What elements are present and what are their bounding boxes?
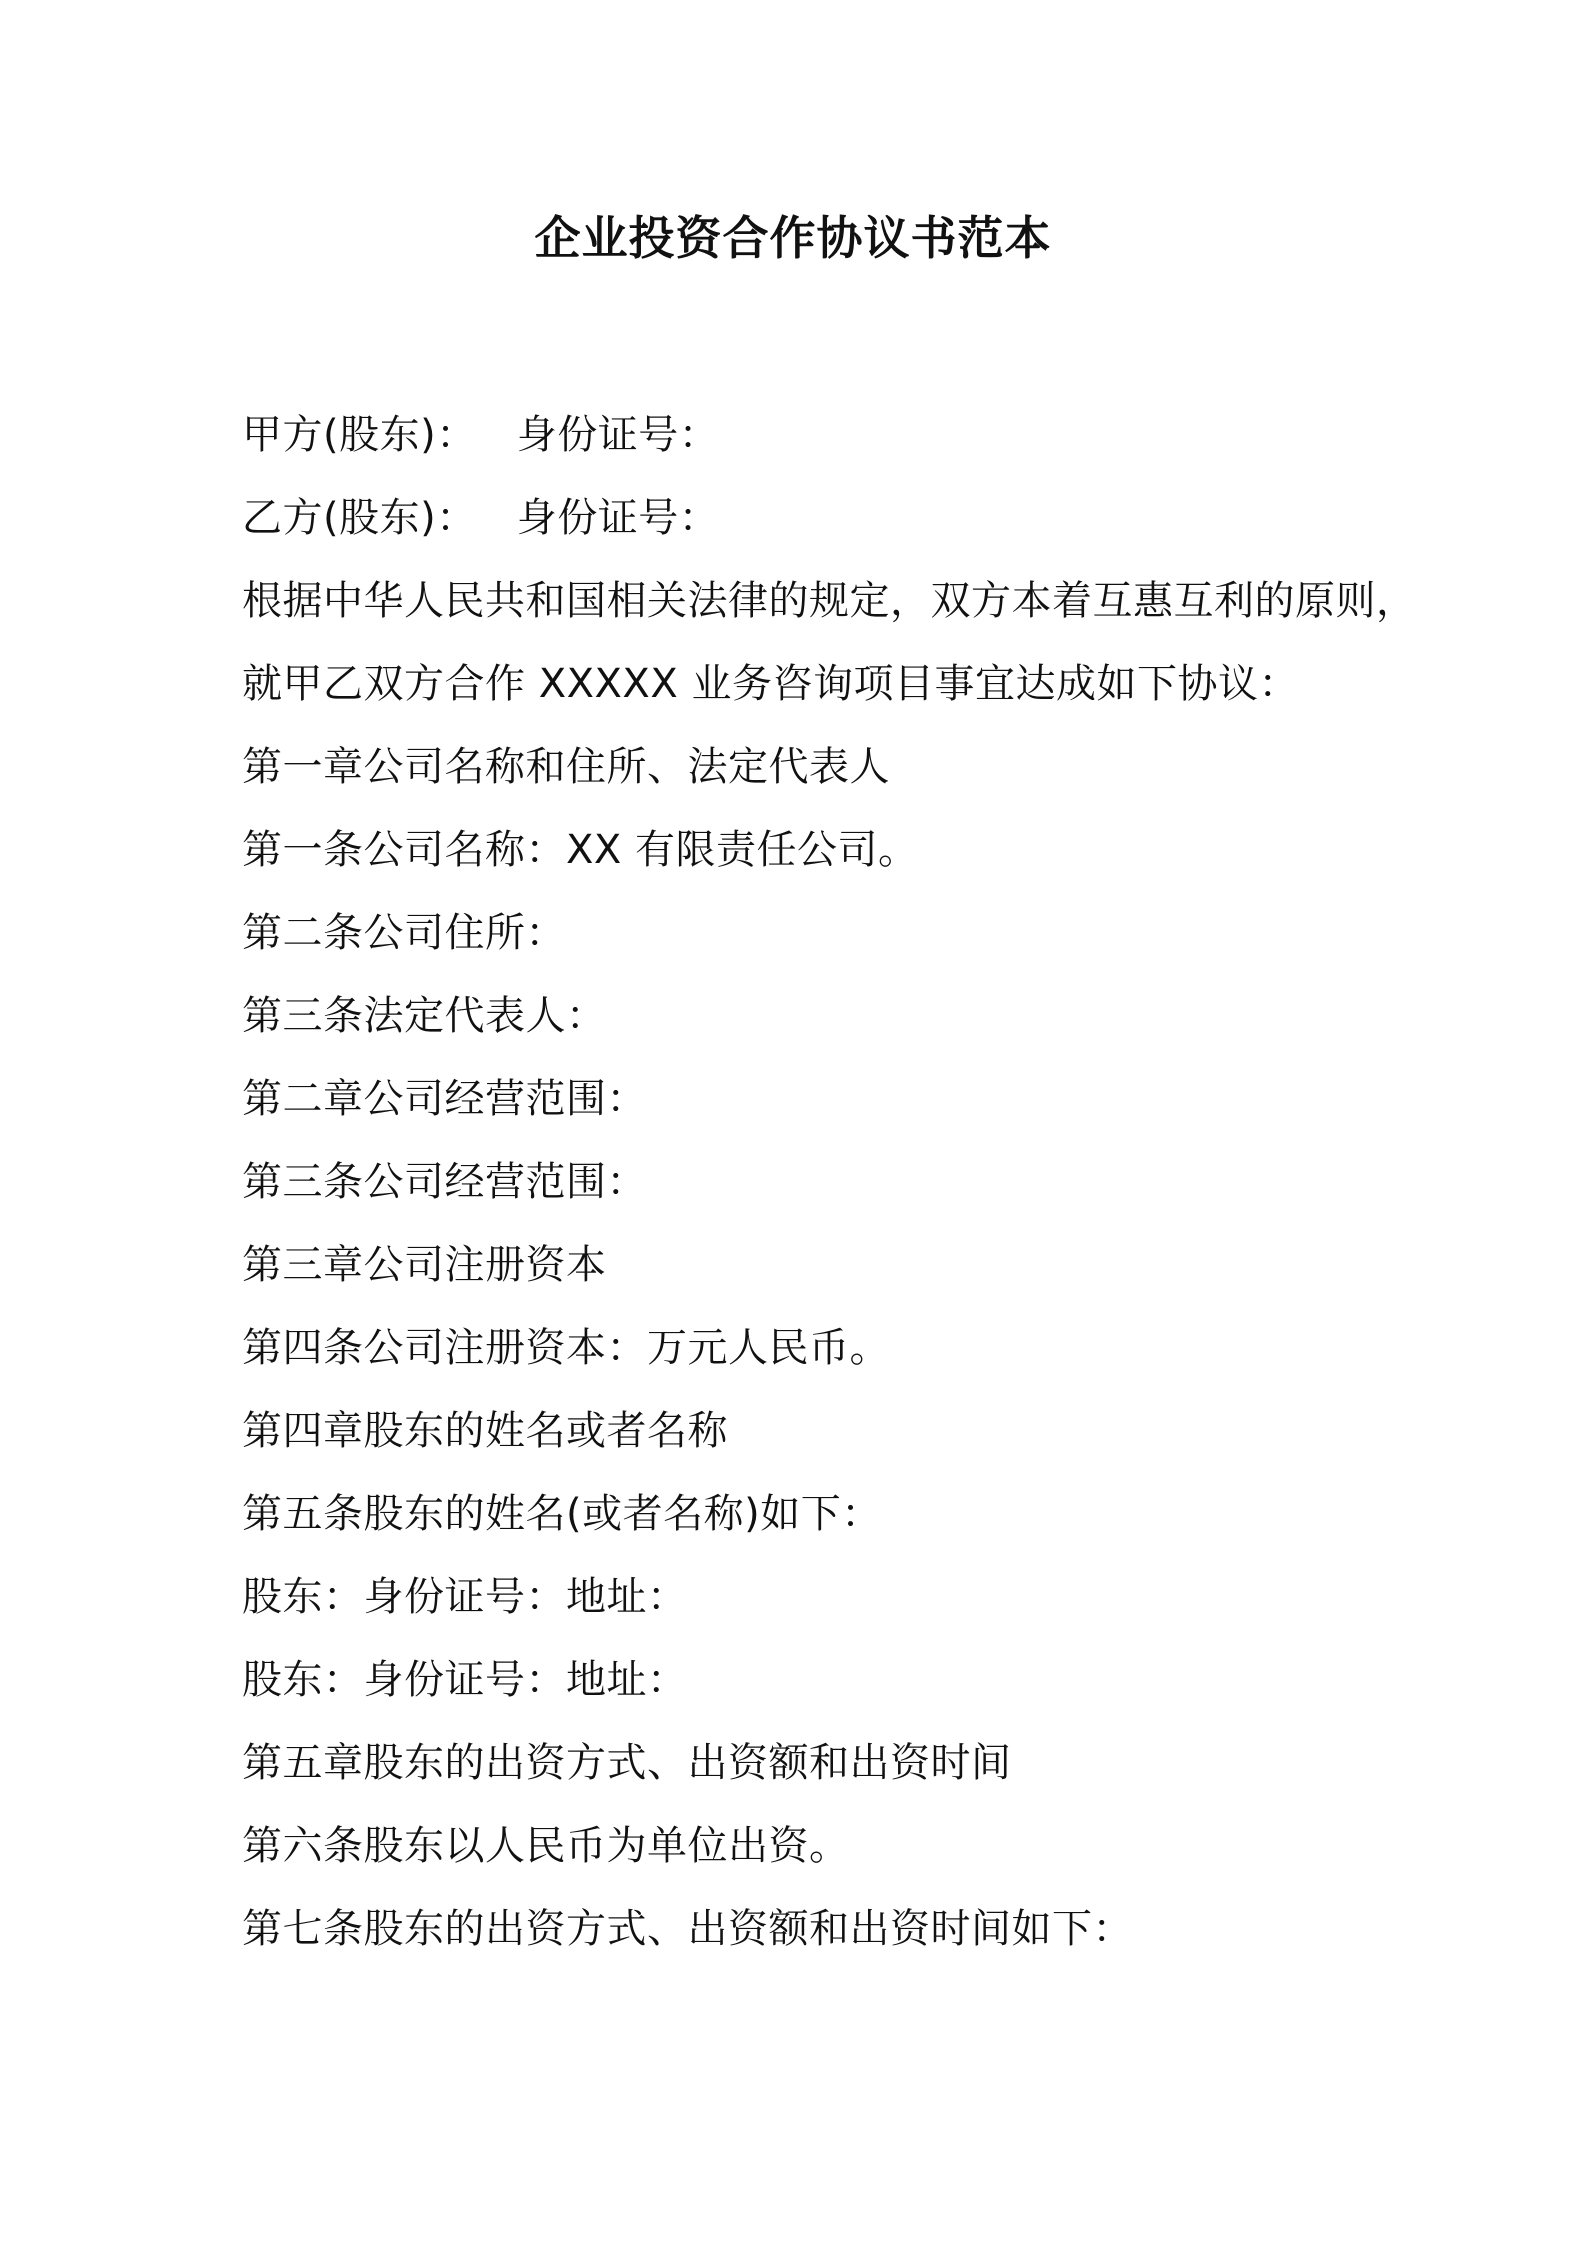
preamble-line-1: 根据中华人民共和国相关法律的规定，双方本着互惠互利的原则， [242,578,1417,624]
party-a-id-label: 身份证号： [516,412,720,458]
chapter-5-heading: 第五章股东的出资方式、出资额和出资时间 [242,1740,1012,1786]
article-3-legal-rep: 第三条法定代表人： [242,993,607,1039]
chapter-2-heading: 第二章公司经营范围： [242,1076,647,1122]
party-b-label: 乙方(股东)： [242,495,477,541]
chapter-4-heading: 第四章股东的姓名或者名称 [242,1408,728,1454]
document-title: 企业投资合作协议书范本 [534,211,1052,265]
party-a-line [242,405,1442,488]
document-body [242,405,1442,1982]
chapter-1-heading: 第一章公司名称和住所、法定代表人 [242,744,890,790]
article-2: 第二条公司住所： [242,910,566,956]
article-3-business-scope: 第三条公司经营范围： [242,1159,647,1205]
article-7: 第七条股东的出资方式、出资额和出资时间如下： [242,1906,1133,1952]
chapter-3-heading: 第三章公司注册资本 [242,1242,607,1288]
shareholder-line-2: 股东：身份证号：地址： [242,1657,688,1703]
article-1: 第一条公司名称：XX 有限责任公司。 [242,827,919,873]
article-5: 第五条股东的姓名(或者名称)如下： [242,1491,882,1537]
party-b-id-label: 身份证号： [516,495,720,541]
article-4: 第四条公司注册资本：万元人民币。 [242,1325,890,1371]
shareholder-line-1: 股东：身份证号：地址： [242,1574,688,1620]
party-a-label: 甲方(股东)： [242,412,477,458]
article-6: 第六条股东以人民币为单位出资。 [242,1823,850,1869]
party-b-line [242,488,1442,571]
preamble-line-2: 就甲乙双方合作 XXXXX 业务咨询项目事宜达成如下协议： [242,661,1299,707]
